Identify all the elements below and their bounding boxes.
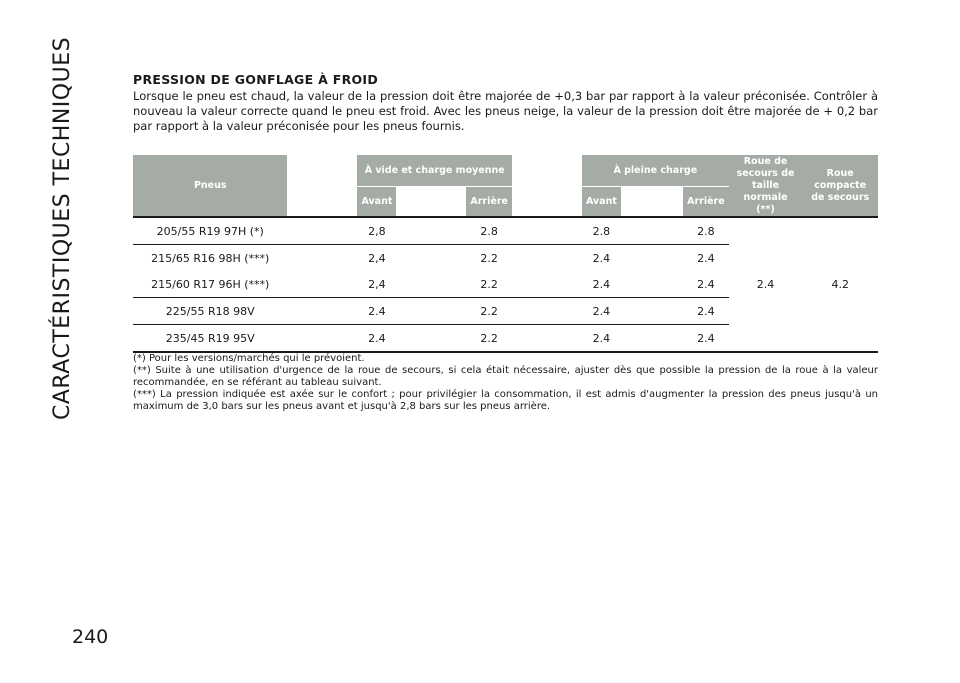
header-full-rear: Arrière [683, 187, 729, 218]
pressure-value: 2,8 [357, 217, 396, 245]
page-number: 240 [72, 626, 109, 648]
pressure-value: 2.2 [466, 298, 512, 325]
header-tyres: Pneus [133, 155, 287, 217]
header-spare-compact: Roue compacte de secours [802, 155, 878, 217]
spare-normal-value: 2.4 [729, 217, 803, 352]
tyre-pressure-table [133, 155, 878, 353]
pressure-value: 2.2 [480, 251, 498, 265]
pressure-value: 2.4 [357, 298, 396, 325]
tyre-size: 225/55 R18 98V [133, 298, 287, 325]
section [133, 72, 878, 134]
footnote: (***) La pression indiquée est axée sur le confort ; pour privilégier la consommation, il est admis d'augmenter la pression des pneus jusqu'à un maximum de 3,0 bars sur les pneus avant et jusqu'à 2,8 bars sur les pneus arrière. [133, 389, 878, 412]
footnote: (**) Suite à une utilisation d'urgence de la roue de secours, si cela était nécessaire, ajuster dès que possible la pression de la roue à la valeur recommandée, en se référant au tableau suivant. [133, 365, 878, 388]
chapter-title: CARACTÉRISTIQUES TECHNIQUES [50, 36, 75, 420]
pressure-value: 2,4 [368, 251, 386, 265]
pressure-value: 2.4 [683, 298, 729, 325]
pressure-value: 2.4 [582, 271, 621, 298]
pressure-value: 2.8 [582, 217, 621, 245]
pressure-value: 2.2 [466, 271, 512, 298]
spare-compact-value: 4.2 [802, 217, 878, 352]
header-empty-rear: Arrière [466, 187, 512, 218]
pressure-value: 2.4 [582, 325, 621, 353]
pressure-value: 2,4 [357, 271, 396, 298]
tyre-size: 205/55 R19 97H (*) [133, 217, 287, 245]
pressure-value: 2.4 [357, 325, 396, 353]
pressure-value: 2.4 [697, 251, 715, 265]
pressure-value: 2.2 [466, 325, 512, 353]
table-row [133, 217, 878, 245]
tyre-size: 215/65 R16 98H (***) [151, 251, 270, 265]
pressure-value: 2.4 [683, 271, 729, 298]
pressure-value: 2.8 [466, 217, 512, 245]
pressure-value: 2.4 [592, 251, 611, 265]
header-spare-normal: Roue de secours de taille normale (**) [729, 155, 803, 217]
tyre-size: 215/60 R17 96H (***) [133, 271, 287, 298]
section-heading: PRESSION DE GONFLAGE À FROID [133, 72, 379, 87]
tyre-size: 235/45 R19 95V [133, 325, 287, 353]
header-full-front: Avant [582, 187, 621, 218]
header-empty-front: Avant [357, 187, 396, 218]
header-empty-load: À vide et charge moyenne [357, 155, 511, 187]
pressure-value: 2.4 [683, 325, 729, 353]
pressure-value: 2.8 [683, 217, 729, 245]
footnote: (*) Pour les versions/marchés qui le prévoient. [133, 353, 365, 364]
pressure-value: 2.4 [582, 298, 621, 325]
header-full-load: À pleine charge [582, 155, 729, 187]
footnotes [133, 353, 878, 413]
intro-paragraph: Lorsque le pneu est chaud, la valeur de la pression doit être majorée de +0,3 bar par rapport à la valeur préconisée. Contrôler à nouveau la valeur correcte quand le pneu est froid. Avec les pneus neige, la valeur de la pression doit être majorée de + 0,2 bar par rapport à la valeur préconisée pour les pneus fournis. [133, 89, 878, 133]
